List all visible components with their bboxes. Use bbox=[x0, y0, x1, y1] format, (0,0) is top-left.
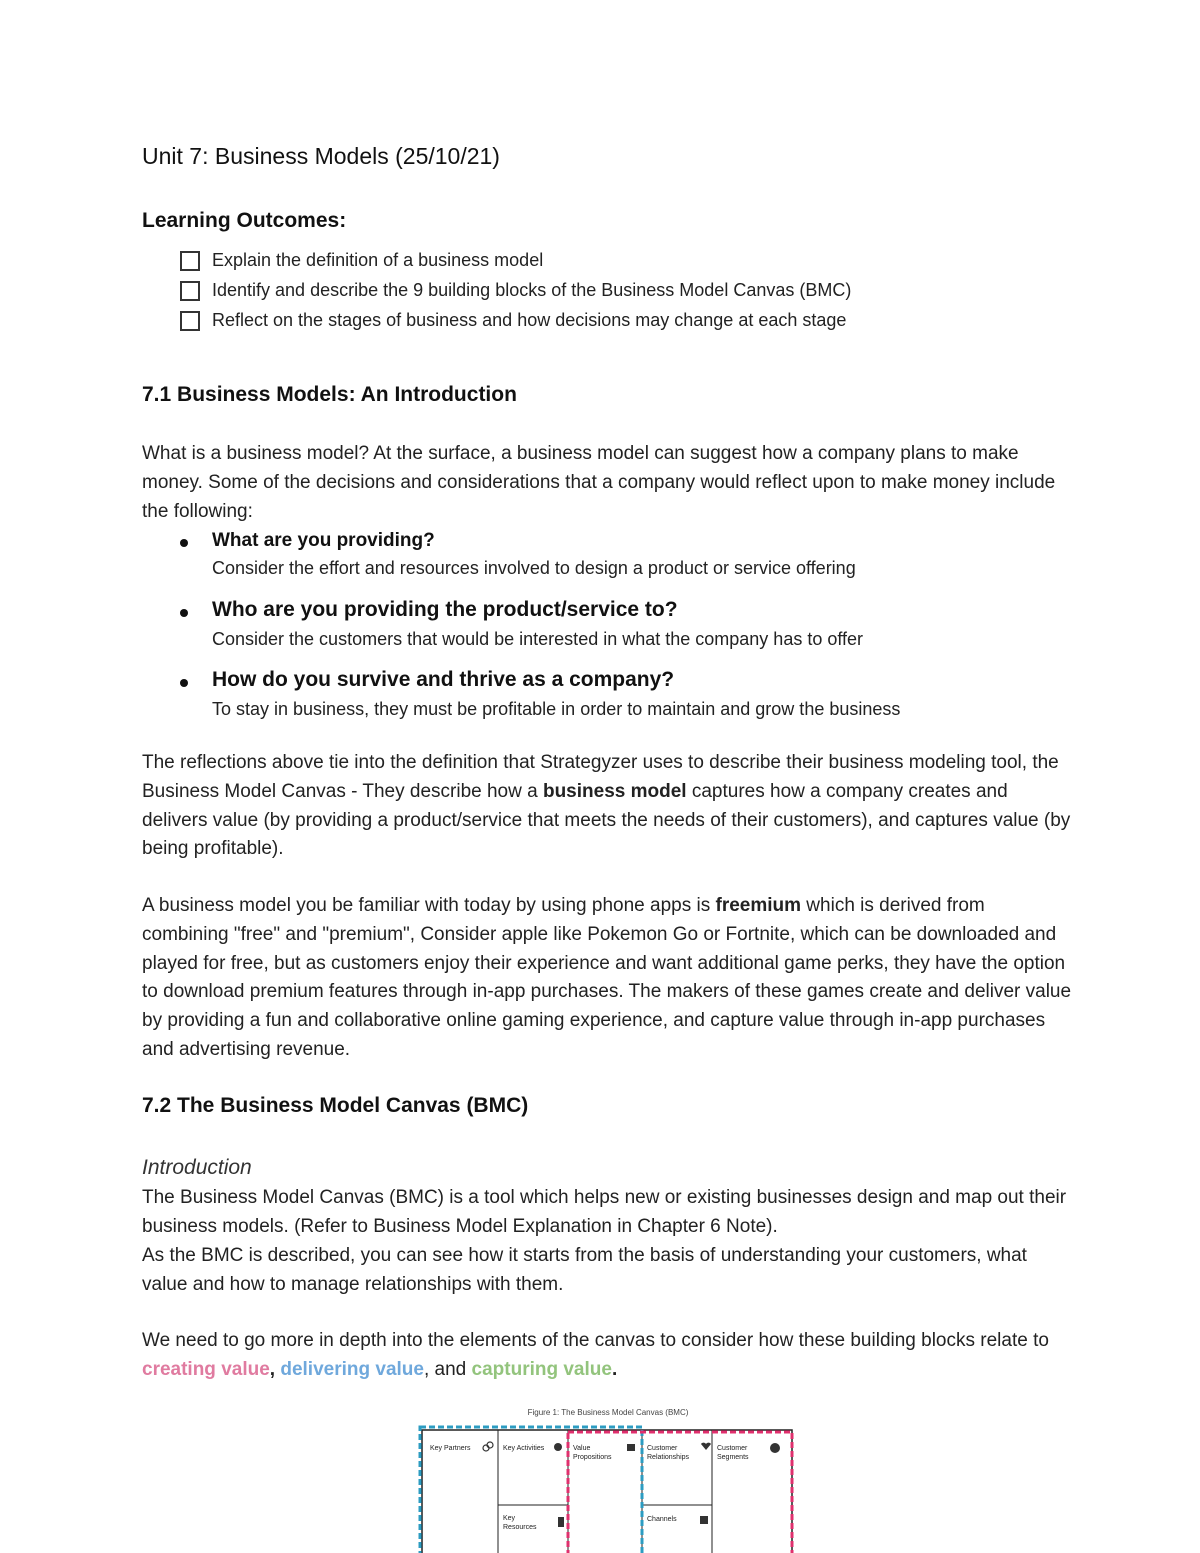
intro-paragraph: What is a business model? At the surface, a business model can suggest how a company plans to make money. Some of the decisions and considerations that a company would reflect upon to make money include the following: bbox=[142, 443, 1056, 522]
text-run: captures how a company creates and delivers value (by providing a product/service that meets the needs of their customers), and captures value (by being profitable). bbox=[142, 780, 1071, 860]
bullet-description: To stay in business, they must be profitable in order to maintain and grow the business bbox=[212, 699, 901, 719]
checkbox[interactable] bbox=[180, 251, 200, 271]
period: . bbox=[611, 1358, 618, 1380]
value-paragraph bbox=[142, 1327, 1072, 1385]
bmc-intro-paragraph: The Business Model Canvas (BMC) is a tool which helps new or existing businesses design and map out their business models. (Refer to Business Model Explanation in Chapter 6 Note). bbox=[142, 1187, 1067, 1237]
bullet-description: Consider the customers that would be interested in what the company has to offer bbox=[212, 629, 864, 649]
text-run: A business model you be familiar with today by using phone apps is bbox=[142, 895, 716, 916]
outcome-text: Reflect on the stages of business and how decisions may change at each stage bbox=[212, 310, 847, 330]
resources-icon bbox=[558, 1517, 564, 1527]
truck-icon bbox=[700, 1516, 708, 1524]
separator: , and bbox=[423, 1358, 472, 1380]
checkbox[interactable] bbox=[180, 281, 200, 301]
customer-relationships-label: Customer bbox=[647, 1445, 678, 1452]
separator: , bbox=[269, 1358, 281, 1380]
subheading: Introduction bbox=[142, 1156, 252, 1179]
outcome-text: Identify and describe the 9 building blocks of the Business Model Canvas (BMC) bbox=[212, 280, 852, 300]
customer-segments-label: Customer bbox=[717, 1445, 748, 1452]
bullet-question: How do you survive and thrive as a company? bbox=[212, 668, 675, 691]
channels-label: Channels bbox=[647, 1516, 677, 1523]
pink-dashed-border bbox=[568, 1432, 792, 1553]
delivering-value-text: delivering value bbox=[280, 1358, 424, 1380]
bullet-question: Who are you providing the product/service to? bbox=[212, 598, 678, 621]
text-run: which is derived from combining "free" and "premium", Consider apple like Pokemon Go or Fortnite, which can be downloaded and played for free, but as customers enjoy their experience and want additional game perks, they have the option to download premium features through in-app purchases. The makers of these games create and deliver value by providing a fun and collaborative online gaming experience, and capture value through in-app purchases and advertising revenue. bbox=[142, 895, 1072, 1060]
value-propositions-label: Propositions bbox=[573, 1454, 612, 1461]
definition-paragraph bbox=[142, 749, 1072, 864]
capturing-value-text: capturing value bbox=[471, 1358, 612, 1380]
learning-outcomes-heading: Learning Outcomes: bbox=[142, 209, 347, 232]
bullet-dot bbox=[180, 679, 188, 687]
bold-term: freemium bbox=[715, 895, 802, 916]
gift-icon bbox=[627, 1444, 635, 1451]
section-heading: 7.1 Business Models: An Introduction bbox=[142, 383, 517, 406]
bullet-dot bbox=[180, 609, 188, 617]
users-icon bbox=[770, 1443, 780, 1453]
key-resources-label: Resources bbox=[503, 1524, 537, 1531]
key-activities-label: Key Activities bbox=[503, 1445, 545, 1452]
key-partners-label: Key Partners bbox=[430, 1445, 471, 1452]
outcome-item bbox=[180, 280, 851, 301]
creating-value-text: creating value bbox=[142, 1358, 270, 1380]
heart-icon bbox=[701, 1443, 711, 1450]
text-run: The reflections above tie into the definition that Strategyzer uses to describe their business modeling tool, the Business Model Canvas - They describe how a bbox=[142, 752, 1059, 802]
value-propositions-label: Value bbox=[573, 1445, 591, 1452]
text-run: We need to go more in depth into the elements of the canvas to consider how these building blocks relate to bbox=[142, 1330, 1049, 1351]
bold-term: business model bbox=[542, 780, 687, 802]
bullet-description: Consider the effort and resources involved to design a product or service offering bbox=[212, 558, 856, 578]
customer-relationships-label: Relationships bbox=[647, 1454, 690, 1461]
key-resources-label: Key bbox=[503, 1515, 516, 1522]
page-title: Unit 7: Business Models (25/10/21) bbox=[142, 143, 500, 169]
bmc-description-paragraph: As the BMC is described, you can see how it starts from the basis of understanding your customers, what value and how to manage relationships with them. bbox=[142, 1245, 1027, 1295]
figure-caption: Figure 1: The Business Model Canvas (BMC) bbox=[527, 1408, 689, 1417]
bmc-figure bbox=[418, 1400, 798, 1553]
checkbox[interactable] bbox=[180, 311, 200, 331]
freemium-paragraph bbox=[142, 892, 1072, 1065]
outcome-item bbox=[180, 310, 846, 331]
bullet-dot bbox=[180, 539, 188, 547]
customer-segments-label: Segments bbox=[717, 1454, 749, 1461]
bullet-question: What are you providing? bbox=[212, 530, 435, 551]
section-heading: 7.2 The Business Model Canvas (BMC) bbox=[142, 1094, 529, 1117]
outcome-text: Explain the definition of a business model bbox=[212, 250, 544, 270]
check-icon bbox=[554, 1443, 562, 1451]
outcome-item bbox=[180, 250, 543, 271]
